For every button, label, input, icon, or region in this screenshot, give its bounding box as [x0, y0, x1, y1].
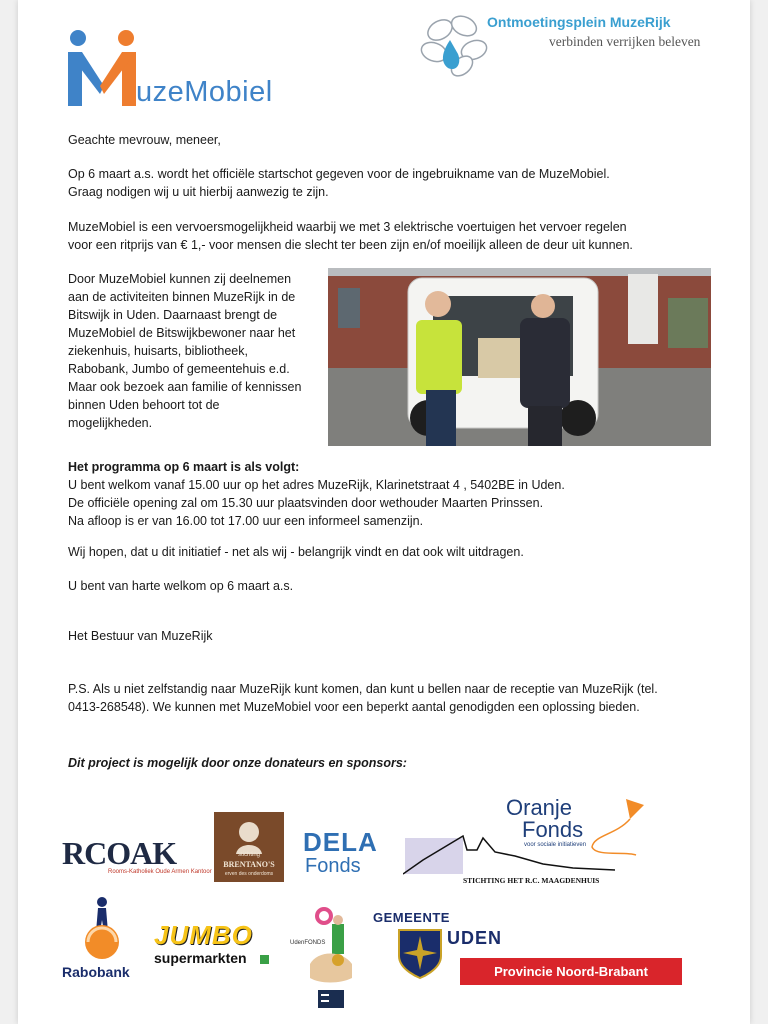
flower-drop-logo-icon [418, 12, 494, 78]
gemeente-line1: GEMEENTE [373, 910, 450, 925]
rcoak-name: RCOAK [62, 835, 177, 871]
activities-line: Bitswijk in Uden. Daarnaast brengt de [68, 308, 278, 322]
activities-line: MuzeMobiel de Bitswijkbewoner naar het [68, 326, 296, 340]
activities-line: Rabobank, Jumbo of gemeentehuis e.d. [68, 362, 290, 376]
ps-line: P.S. Als u niet zelfstandig naar MuzeRijk kunt komen, dan kunt u bellen naar de receptie van MuzeRijk (tel. [68, 682, 658, 696]
program-line: Na afloop is er van 16.00 tot 17.00 uur een informeel samenzijn. [68, 514, 424, 528]
jumbo-sub: supermarkten [154, 950, 247, 966]
description-line: voor een ritprijs van € 1,- voor mensen die slecht ter been zijn en/of moeilijk alleen de deur uit kunnen. [68, 238, 633, 252]
intro-line: Op 6 maart a.s. wordt het officiële startschot gegeven voor de ingebruikname van de MuzeMobiel. [68, 167, 610, 181]
oranje-fonds-logo [506, 795, 646, 865]
activities-line: ziekenhuis, huisarts, bibliotheek, [68, 344, 248, 358]
salutation: Geachte mevrouw, meneer, [68, 133, 221, 147]
letter-page [18, 0, 750, 1024]
muzemobiel-logo-text: uzeMobiel [136, 76, 273, 108]
dela-fonds-logo [303, 827, 393, 879]
coat-of-arms-icon [393, 926, 447, 980]
dela-name: DELA [303, 827, 378, 857]
rcoak-sub: Rooms-Katholiek Oude Armen Kantoor [108, 869, 212, 875]
gemeente-line2: UDEN [447, 928, 503, 948]
brentano-line2: BRENTANO'S [223, 860, 275, 869]
ontmoetingsplein-tagline: verbinden verrijken beleven [549, 34, 701, 49]
oranje-sub: voor sociale initiatieven [524, 842, 587, 848]
ps-line: 0413-268548). We kunnen met MuzeMobiel voor een beperkt aantal genodigden een oplossing bieden. [68, 700, 640, 714]
activities-line: Door MuzeMobiel kunnen zij deelnemen [68, 272, 292, 286]
muzemobiel-photo [328, 268, 711, 446]
intro-line: Graag nodigen wij u uit hierbij aanwezig te zijn. [68, 185, 329, 199]
muzemobiel-logo [66, 28, 306, 110]
program-section [68, 458, 565, 530]
description-line: MuzeMobiel is een vervoersmogelijkheid waarbij we met 3 elektrische voertuigen het vervoer regelen [68, 220, 627, 234]
dela-sub: Fonds [305, 855, 361, 877]
welcome-line: U bent van harte welkom op 6 maart a.s. [68, 579, 294, 593]
kite-icon [586, 795, 646, 861]
jumbo-square-icon [260, 955, 269, 964]
vehicle-photo-image [328, 268, 711, 446]
jumbo-name: JUMBO [154, 920, 253, 950]
m-letter-logo-icon [66, 28, 138, 108]
intro-paragraph [68, 165, 610, 201]
description-paragraph [68, 218, 633, 254]
ps-paragraph [68, 680, 658, 716]
activities-line: mogelijkheden. [68, 416, 153, 430]
rabobank-name: Rabobank [62, 964, 130, 980]
maagdenhuis-name: STICHTING HET R.C. MAAGDENHUIS [463, 876, 600, 885]
rcoak-logo [62, 835, 212, 879]
provincie-noord-brabant-logo [460, 958, 682, 985]
activities-line: aan de activiteiten binnen MuzeRijk in de [68, 290, 296, 304]
program-line: De officiële opening zal om 15.30 uur plaatsvinden door wethouder Maarten Prinssen. [68, 496, 544, 510]
hope-line: Wij hopen, dat u dit initiatief - net als wij - belangrijk vindt en dat ook wilt uitdragen. [68, 545, 524, 559]
ontmoetingsplein-title: Ontmoetingsplein MuzeRijk [487, 14, 671, 30]
program-heading: Het programma op 6 maart is als volgt: [68, 460, 300, 474]
activities-line: Maar ook bezoek aan familie of kennissen [68, 380, 302, 394]
signature: Het Bestuur van MuzeRijk [68, 629, 213, 643]
udenfonds-logo [290, 906, 370, 1012]
brentano-logo [214, 812, 284, 882]
jumbo-logo [154, 920, 278, 970]
udenfonds-name: UdenFONDS [290, 940, 326, 946]
activities-line: binnen Uden behoort tot de [68, 398, 220, 412]
rabobank-logo [62, 892, 144, 984]
activities-paragraph [68, 270, 328, 432]
rabobank-icon [62, 892, 144, 962]
program-line: U bent welkom vanaf 15.00 uur op het adres MuzeRijk, Klarinetstraat 4 , 5402BE in Uden. [68, 478, 565, 492]
ontmoetingsplein-logo [418, 10, 728, 80]
brentano-line3: erven des onderdoms [224, 871, 274, 877]
oranje-line2: Fonds [522, 817, 584, 842]
provincie-name: Provincie Noord-Brabant [494, 964, 648, 979]
oranje-line1: Oranje [506, 795, 573, 820]
hand-coin-icon [290, 906, 370, 1012]
sponsors-heading: Dit project is mogelijk door onze donateurs en sponsors: [68, 756, 407, 770]
portrait-icon [214, 816, 284, 856]
brentano-line1: stichting [237, 852, 260, 858]
